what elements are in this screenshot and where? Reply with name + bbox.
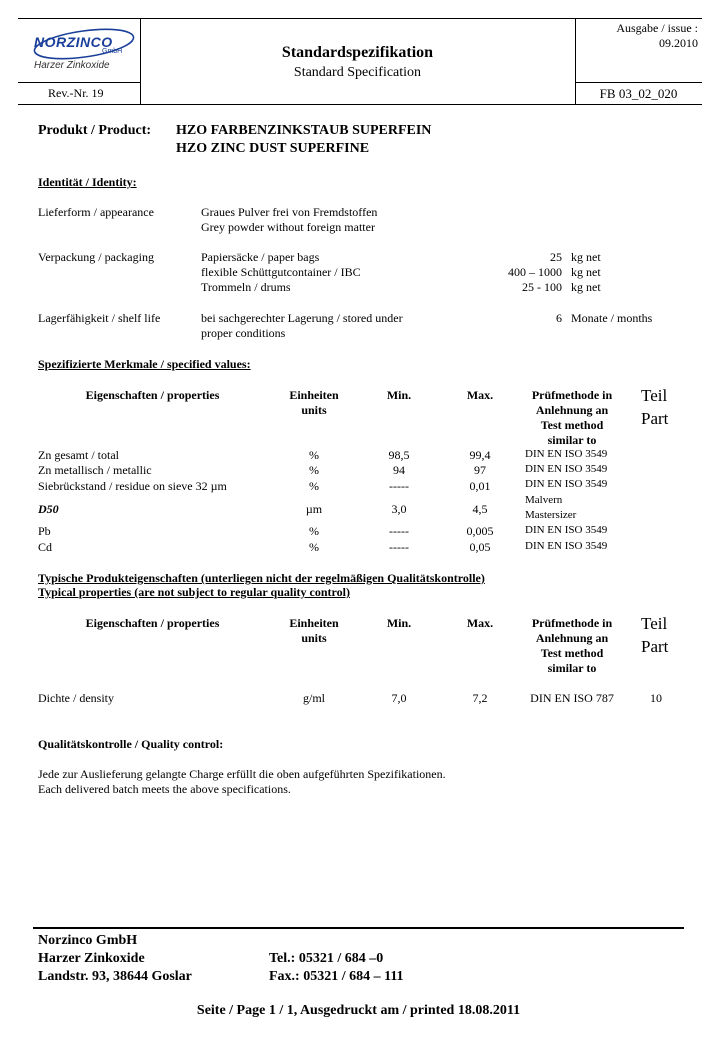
typical-col-header-part-de: Teil — [641, 614, 668, 633]
spec-row-5-unit: % — [309, 524, 319, 538]
product-name-en: HZO ZINC DUST SUPERFINE — [176, 141, 370, 156]
spec-row-5-prop: Pb — [38, 524, 51, 538]
spec-row-3-max: 0,01 — [469, 479, 491, 493]
document-subtitle: Standard Specification — [293, 65, 422, 80]
appearance-line-1: Graues Pulver frei von Fremdstoffen — [201, 205, 378, 219]
typical-row-prop: Dichte / density — [38, 691, 114, 705]
spec-row-3-method: DIN EN ISO 3549 — [525, 478, 608, 490]
col-header-properties: Eigenschaften / properties — [85, 388, 220, 402]
col-header-max: Max. — [466, 388, 494, 402]
specified-heading: Spezifizierte Merkmale / specified values: — [38, 357, 251, 371]
col-header-part-en: Part — [641, 409, 669, 428]
product-name-de: HZO FARBENZINKSTAUB SUPERFEIN — [176, 123, 432, 138]
packaging-unit-2: kg net — [571, 265, 601, 279]
typical-col-header-method-3: Test method — [540, 646, 604, 660]
spec-row-5-method: DIN EN ISO 3549 — [525, 524, 608, 536]
packaging-item-3: Trommeln / drums — [201, 280, 291, 294]
spec-row-5-min: ----- — [389, 524, 409, 538]
typical-col-header-units-de: Einheiten — [289, 616, 339, 630]
spec-row-4-unit: µm — [305, 502, 323, 516]
packaging-qty-2: 400 – 1000 — [508, 265, 562, 279]
typical-row-method: DIN EN ISO 787 — [530, 691, 614, 705]
packaging-unit-3: kg net — [571, 280, 601, 294]
spec-row-4-max: 4,5 — [472, 502, 488, 516]
spec-row-3-prop: Siebrückstand / residue on sieve 32 µm — [38, 479, 227, 493]
spec-row-1-method: DIN EN ISO 3549 — [525, 448, 608, 460]
document-number: FB 03_02_020 — [599, 86, 678, 101]
header-top-rule — [18, 18, 702, 19]
spec-row-3-min: ----- — [389, 479, 409, 493]
packaging-qty-3: 25 - 100 — [522, 280, 562, 294]
packaging-label: Verpackung / packaging — [38, 250, 154, 264]
spec-row-2-prop: Zn metallisch / metallic — [38, 463, 152, 477]
col-header-part-de: Teil — [641, 386, 668, 405]
typical-row-min: 7,0 — [391, 691, 407, 705]
spec-row-6-min: ----- — [389, 540, 409, 554]
spec-row-5-max: 0,005 — [466, 524, 494, 538]
typical-col-header-method-2: Anlehnung an — [535, 631, 609, 645]
spec-row-4-method-b: Mastersizer — [525, 509, 577, 521]
spec-row-1-min: 98,5 — [388, 448, 410, 462]
product-label: Produkt / Product: — [38, 123, 152, 138]
footer-telephone: Tel.: 05321 / 684 –0 — [269, 951, 384, 966]
quality-line-en: Each delivered batch meets the above specifications. — [38, 782, 291, 796]
typical-col-header-part-en: Part — [641, 637, 669, 656]
shelf-life-unit: Monate / months — [571, 311, 653, 325]
col-header-method-3: Test method — [540, 418, 604, 432]
document-title: Standardspezifikation — [281, 44, 434, 61]
logo-name: NORZINCO — [34, 34, 113, 50]
typical-row-unit: g/ml — [302, 691, 325, 705]
spec-row-1-prop: Zn gesamt / total — [38, 448, 119, 462]
footer-page-info: Seite / Page 1 / 1, Ausgedruckt am / printed 18.08.2011 — [196, 1003, 521, 1018]
footer-company: Norzinco GmbH — [38, 933, 138, 948]
header-bottom-rule — [18, 104, 702, 105]
spec-row-6-unit: % — [309, 540, 319, 554]
typical-col-header-method-1: Prüfmethode in — [531, 616, 613, 630]
typical-col-header-min: Min. — [386, 616, 412, 630]
typical-heading-de: Typische Produkteigenschaften (unterliegen nicht der regelmäßigen Qualitätskontrolle) — [38, 571, 485, 585]
typical-row-part: 10 — [650, 691, 662, 705]
quality-heading: Qualitätskontrolle / Quality control: — [38, 737, 224, 751]
typical-row-max: 7,2 — [472, 691, 488, 705]
spec-row-6-prop: Cd — [38, 540, 53, 554]
appearance-line-2: Grey powder without foreign matter — [201, 220, 375, 234]
col-header-method-4: similar to — [547, 433, 597, 447]
footer-company-sub: Harzer Zinkoxide — [38, 951, 145, 966]
typical-col-header-method-4: similar to — [547, 661, 597, 675]
spec-row-1-max: 99,4 — [469, 448, 491, 462]
spec-row-6-method: DIN EN ISO 3549 — [525, 540, 608, 552]
spec-row-2-unit: % — [309, 463, 319, 477]
quality-line-de: Jede zur Auslieferung gelangte Charge erfüllt die oben aufgeführten Spezifikationen. — [38, 767, 446, 781]
packaging-unit-1: kg net — [571, 250, 601, 264]
issue-date: 09.2010 — [659, 36, 698, 50]
shelf-life-label: Lagerfähigkeit / shelf life — [38, 311, 161, 325]
spec-row-2-method: DIN EN ISO 3549 — [525, 463, 608, 475]
footer-address: Landstr. 93, 38644 Goslar — [38, 969, 192, 984]
issue-label: Ausgabe / issue : — [616, 21, 698, 35]
shelf-life-line-2: proper conditions — [201, 326, 286, 340]
spec-row-4-min: 3,0 — [391, 502, 407, 516]
col-header-units-en: units — [301, 403, 327, 417]
packaging-qty-1: 25 — [550, 250, 562, 264]
shelf-life-line-1: bei sachgerechter Lagerung / stored under — [201, 311, 403, 325]
typical-col-header-units-en: units — [301, 631, 327, 645]
header-right-rule — [575, 82, 702, 83]
typical-col-header-max: Max. — [466, 616, 494, 630]
typical-heading-en: Typical properties (are not subject to regular quality control) — [38, 585, 350, 599]
spec-row-6-max: 0,05 — [469, 540, 491, 554]
packaging-item-1: Papiersäcke / paper bags — [201, 250, 320, 264]
revision-number: Rev.-Nr. 19 — [48, 86, 104, 100]
footer-fax: Fax.: 05321 / 684 – 111 — [269, 969, 404, 984]
spec-row-3-unit: % — [309, 479, 319, 493]
company-logo — [28, 22, 138, 80]
identity-heading: Identität / Identity: — [38, 175, 137, 189]
spec-row-1-unit: % — [309, 448, 319, 462]
packaging-item-2: flexible Schüttgutcontainer / IBC — [201, 265, 361, 279]
logo-subtitle: Harzer Zinkoxide — [34, 60, 110, 71]
typical-col-header-properties: Eigenschaften / properties — [85, 616, 220, 630]
spec-row-4-method: Malvern — [525, 494, 563, 506]
col-header-units-de: Einheiten — [289, 388, 339, 402]
spec-row-2-max: 97 — [474, 463, 486, 477]
col-header-min: Min. — [386, 388, 412, 402]
footer-rule — [33, 927, 684, 929]
shelf-life-qty: 6 — [556, 311, 562, 325]
col-header-method-2: Anlehnung an — [535, 403, 609, 417]
logo-gmbh: GmbH — [102, 48, 123, 55]
appearance-label: Lieferform / appearance — [38, 205, 154, 219]
col-header-method-1: Prüfmethode in — [531, 388, 613, 402]
spec-row-2-min: 94 — [393, 463, 405, 477]
header-left-rule — [18, 82, 140, 83]
spec-row-4-prop: D50 — [38, 502, 59, 516]
